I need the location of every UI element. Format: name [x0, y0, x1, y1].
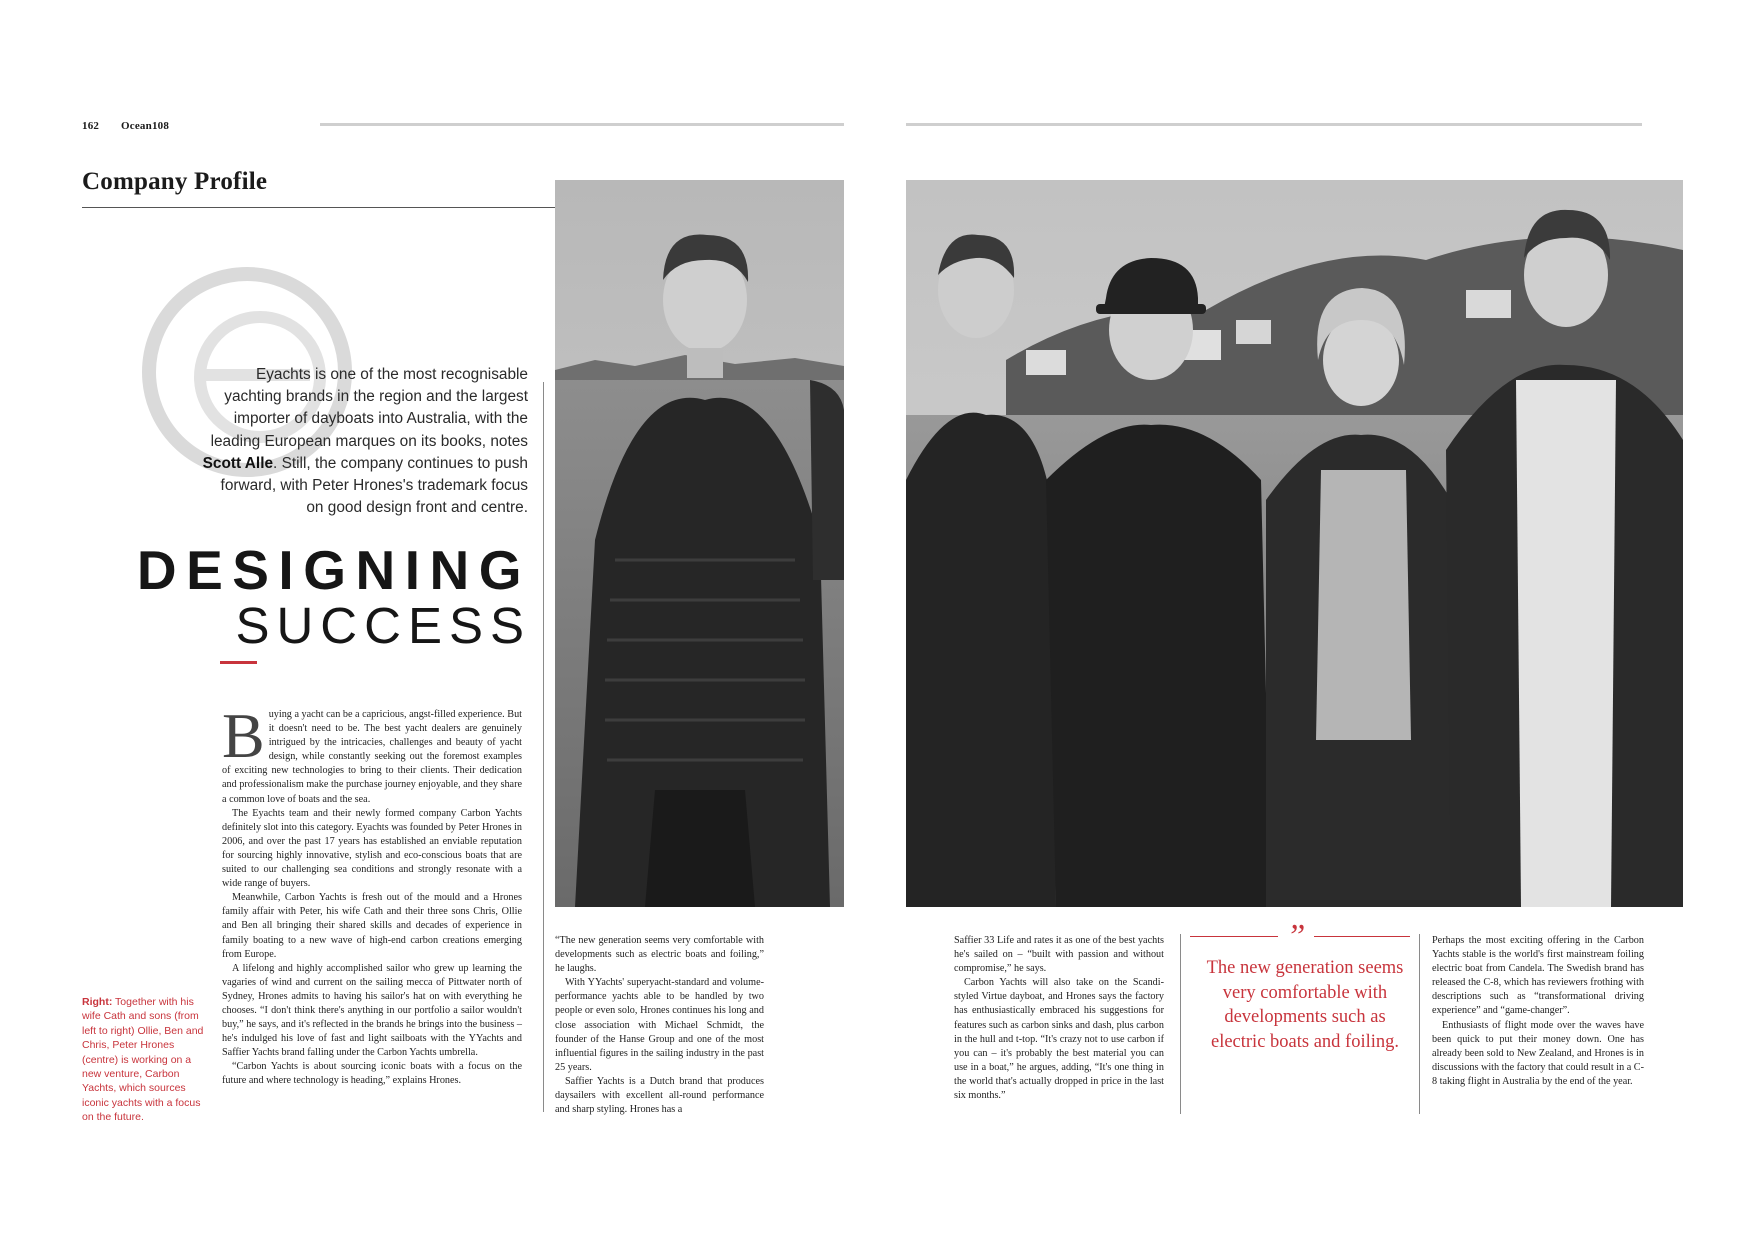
- standfirst-text-2: . Still, the company continues to push forward, with Peter Hrones's trademark focus on good design front and centre.: [220, 454, 528, 517]
- caption-text: Together with his wife Cath and sons (from left to right) Ollie, Ben and Chris, Peter Hrones (centre) is working on a new venture, Carbon Yachts, which sources iconic yachts with a focus on the future.: [82, 996, 204, 1124]
- column-divider-2: [1180, 934, 1181, 1114]
- paragraph-4: A lifelong and highly accomplished sailor who grew up learning the vagaries of wind and current on the sailing mecca of Pittwater north of Sydney, Hrones admits to having his sailor's hat on with everything he chooses. “I don't think there's anything in our portfolio a sailor wouldn't buy,” he says, and it's reflected in the brands he brings into the business – he's indulged his love of fast and light sailboats with the YYachts and Saffier Yachts brand falling under the Carbon Yachts umbrella.: [222, 962, 522, 1059]
- paragraph-3: Meanwhile, Carbon Yachts is fresh out of the mould and a Hrones family affair with Peter, his wife Cath and their three sons Chris, Ollie and Ben all bringing their shared skills and decades of experience in family boating to a new wave of high-end carbon creations emerging from Europe.: [222, 892, 522, 960]
- standfirst-text-1: Eyachts is one of the most recognisable yachting brands in the region and the largest importer of dayboats into Australia, with the leading European marques on its books, notes: [210, 366, 528, 450]
- quote-mark-icon: ”: [1286, 918, 1306, 955]
- paragraph-8: Saffier Yachts is a Dutch brand that produces daysailers with excellent all-round performance and sharp styling. Hrones has a: [555, 1075, 764, 1116]
- section-rule: [82, 207, 557, 208]
- paragraph-10: Carbon Yachts will also take on the Scandi-styled Virtue dayboat, and Hrones says the factory has enthusiastically embraced his suggestions for features such as carbon sinks and dash, plus carbon in the hull and t-top. “It's crazy not to use carbon if you can – it's probably the best material you can use in a boat,” he argues, adding, “It's one thing in the world that's actually dropped in price in the last six months.”: [954, 977, 1164, 1102]
- standfirst: [200, 364, 528, 519]
- paragraph-11: Perhaps the most exciting offering in the Carbon Yachts stable is the world's first mainstream foiling electric boat from Candela. The Swedish brand has released the C-8, which has reviewers frothing with descriptions such as “transformational driving experience” and “game-changer”.: [1432, 935, 1644, 1017]
- header-rule-right: [906, 123, 1642, 126]
- drop-cap: B: [222, 700, 265, 771]
- article-column-2: [555, 934, 764, 1117]
- pullquote-rule-right: [1314, 936, 1410, 937]
- photo-hrones-family: [906, 180, 1683, 907]
- author-name: Scott Alle: [202, 454, 274, 472]
- section-title: Company Profile: [82, 168, 268, 195]
- photo-son-portrait: [555, 180, 844, 907]
- article-column-3: [954, 934, 1164, 1103]
- column-divider-1: [543, 382, 544, 1112]
- page-number: 162: [82, 120, 100, 132]
- headline-accent-bar: [220, 661, 257, 664]
- headline-line-2: SUCCESS: [235, 597, 531, 654]
- article-column-1: [222, 700, 522, 1089]
- headline-line-1: DESIGNING: [136, 539, 531, 601]
- header-rule-left: [320, 123, 844, 126]
- paragraph-7: With YYachts' superyacht-standard and volume-performance yachts able to be handled by two people or even solo, Hrones continues his long and close association with Michael Schmidt, the founder of the Hanse Group and one of the most influential figures in the sailing industry in the past 25 years.: [555, 977, 764, 1073]
- caption-lead: Right:: [82, 996, 113, 1008]
- paragraph-2: The Eyachts team and their newly formed company Carbon Yachts definitely slot into this category. Eyachts was founded by Peter Hrones in 2006, and over the past 17 years has established an enviable reputation for sourcing highly innovative, stylish and eco-conscious boats that are suited to our challenging sea conditions and strongly resonate with a wide range of buyers.: [222, 807, 522, 890]
- magazine-name: Ocean108: [121, 120, 170, 132]
- paragraph-6: “The new generation seems very comfortable with developments such as electric boats and foiling,” he laughs.: [555, 935, 764, 975]
- paragraph-5: “Carbon Yachts is about sourcing iconic boats with a focus on the future and where technology is heading,” explains Hrones.: [222, 1061, 522, 1087]
- paragraph-9: Saffier 33 Life and rates it as one of the best yachts he's sailed on – “built with passion and without compromise,” he says.: [954, 935, 1164, 975]
- photo-caption: [82, 995, 207, 1125]
- pullquote-rule-left: [1190, 936, 1278, 937]
- paragraph-1: Buying a yacht can be a capricious, angst-filled experience. But it doesn't need to be. The best yacht dealers are genuinely intrigued by the intricacies, challenges and beauty of yacht design, while constantly seeking out the foremost examples of exciting new technologies to bring to their clients. Their dedication and professionalism make the purchase journey enjoyable, and they share a common love of boats and the sea.: [222, 700, 522, 805]
- article-column-4: [1432, 934, 1644, 1089]
- pullquote: The new generation seems very comfortable with developments such as electric boats and foiling.: [1206, 958, 1404, 1052]
- column-divider-3: [1419, 934, 1420, 1114]
- paragraph-12: Enthusiasts of flight mode over the waves have been quick to put their money down. One has already been sold to New Zealand, and Hrones is in discussions with the factory that could result in a C-8 taking flight in Australia by the end of the year.: [1432, 1019, 1644, 1087]
